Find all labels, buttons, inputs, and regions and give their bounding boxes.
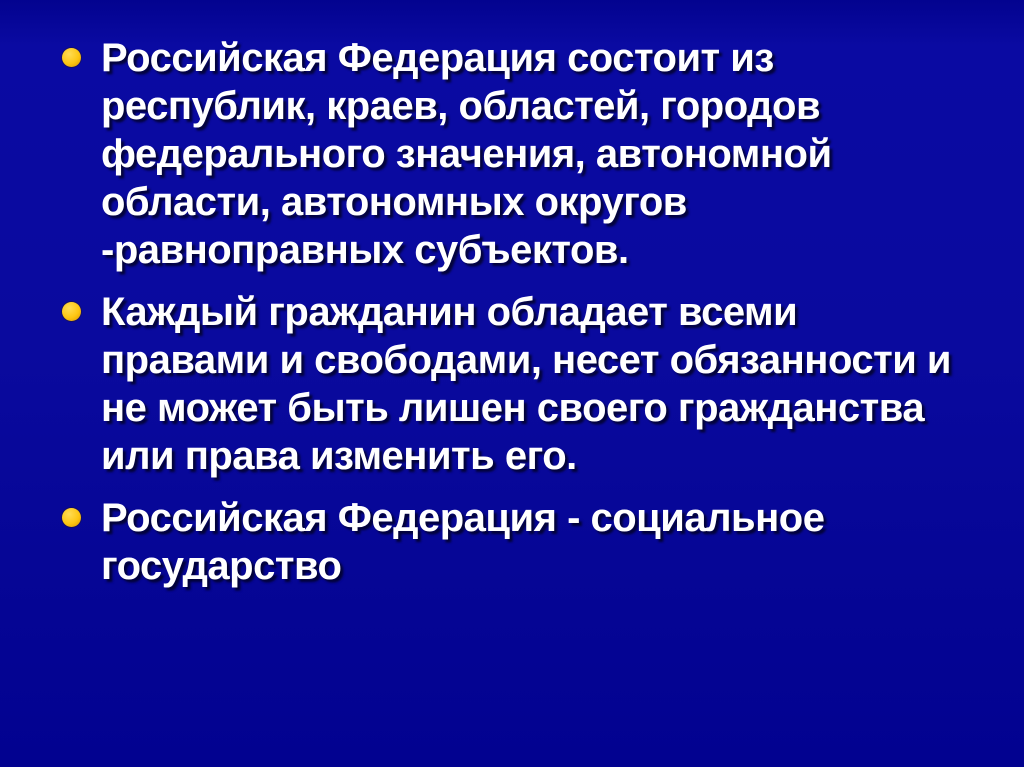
bullet-text: Российская Федерация состоит из республик, краев, областей, городов федерального значения, автономной области, автономных округов -равноправных субъектов. xyxy=(101,36,832,272)
bullet-item xyxy=(60,494,972,590)
bullet-dot-icon xyxy=(62,302,81,321)
slide-body xyxy=(60,34,972,604)
bullet-text: Каждый гражданин обладает всеми правами и свободами, несет обязанности и не может быть лишен своего гражданства или права изменить его. xyxy=(101,290,951,478)
bullet-text: Российская Федерация - социальное государство xyxy=(101,496,825,588)
bullet-list xyxy=(60,34,972,590)
bullet-item xyxy=(60,34,972,274)
bullet-dot-icon xyxy=(62,48,81,67)
bullet-dot-icon xyxy=(62,508,81,527)
bullet-item xyxy=(60,288,972,480)
